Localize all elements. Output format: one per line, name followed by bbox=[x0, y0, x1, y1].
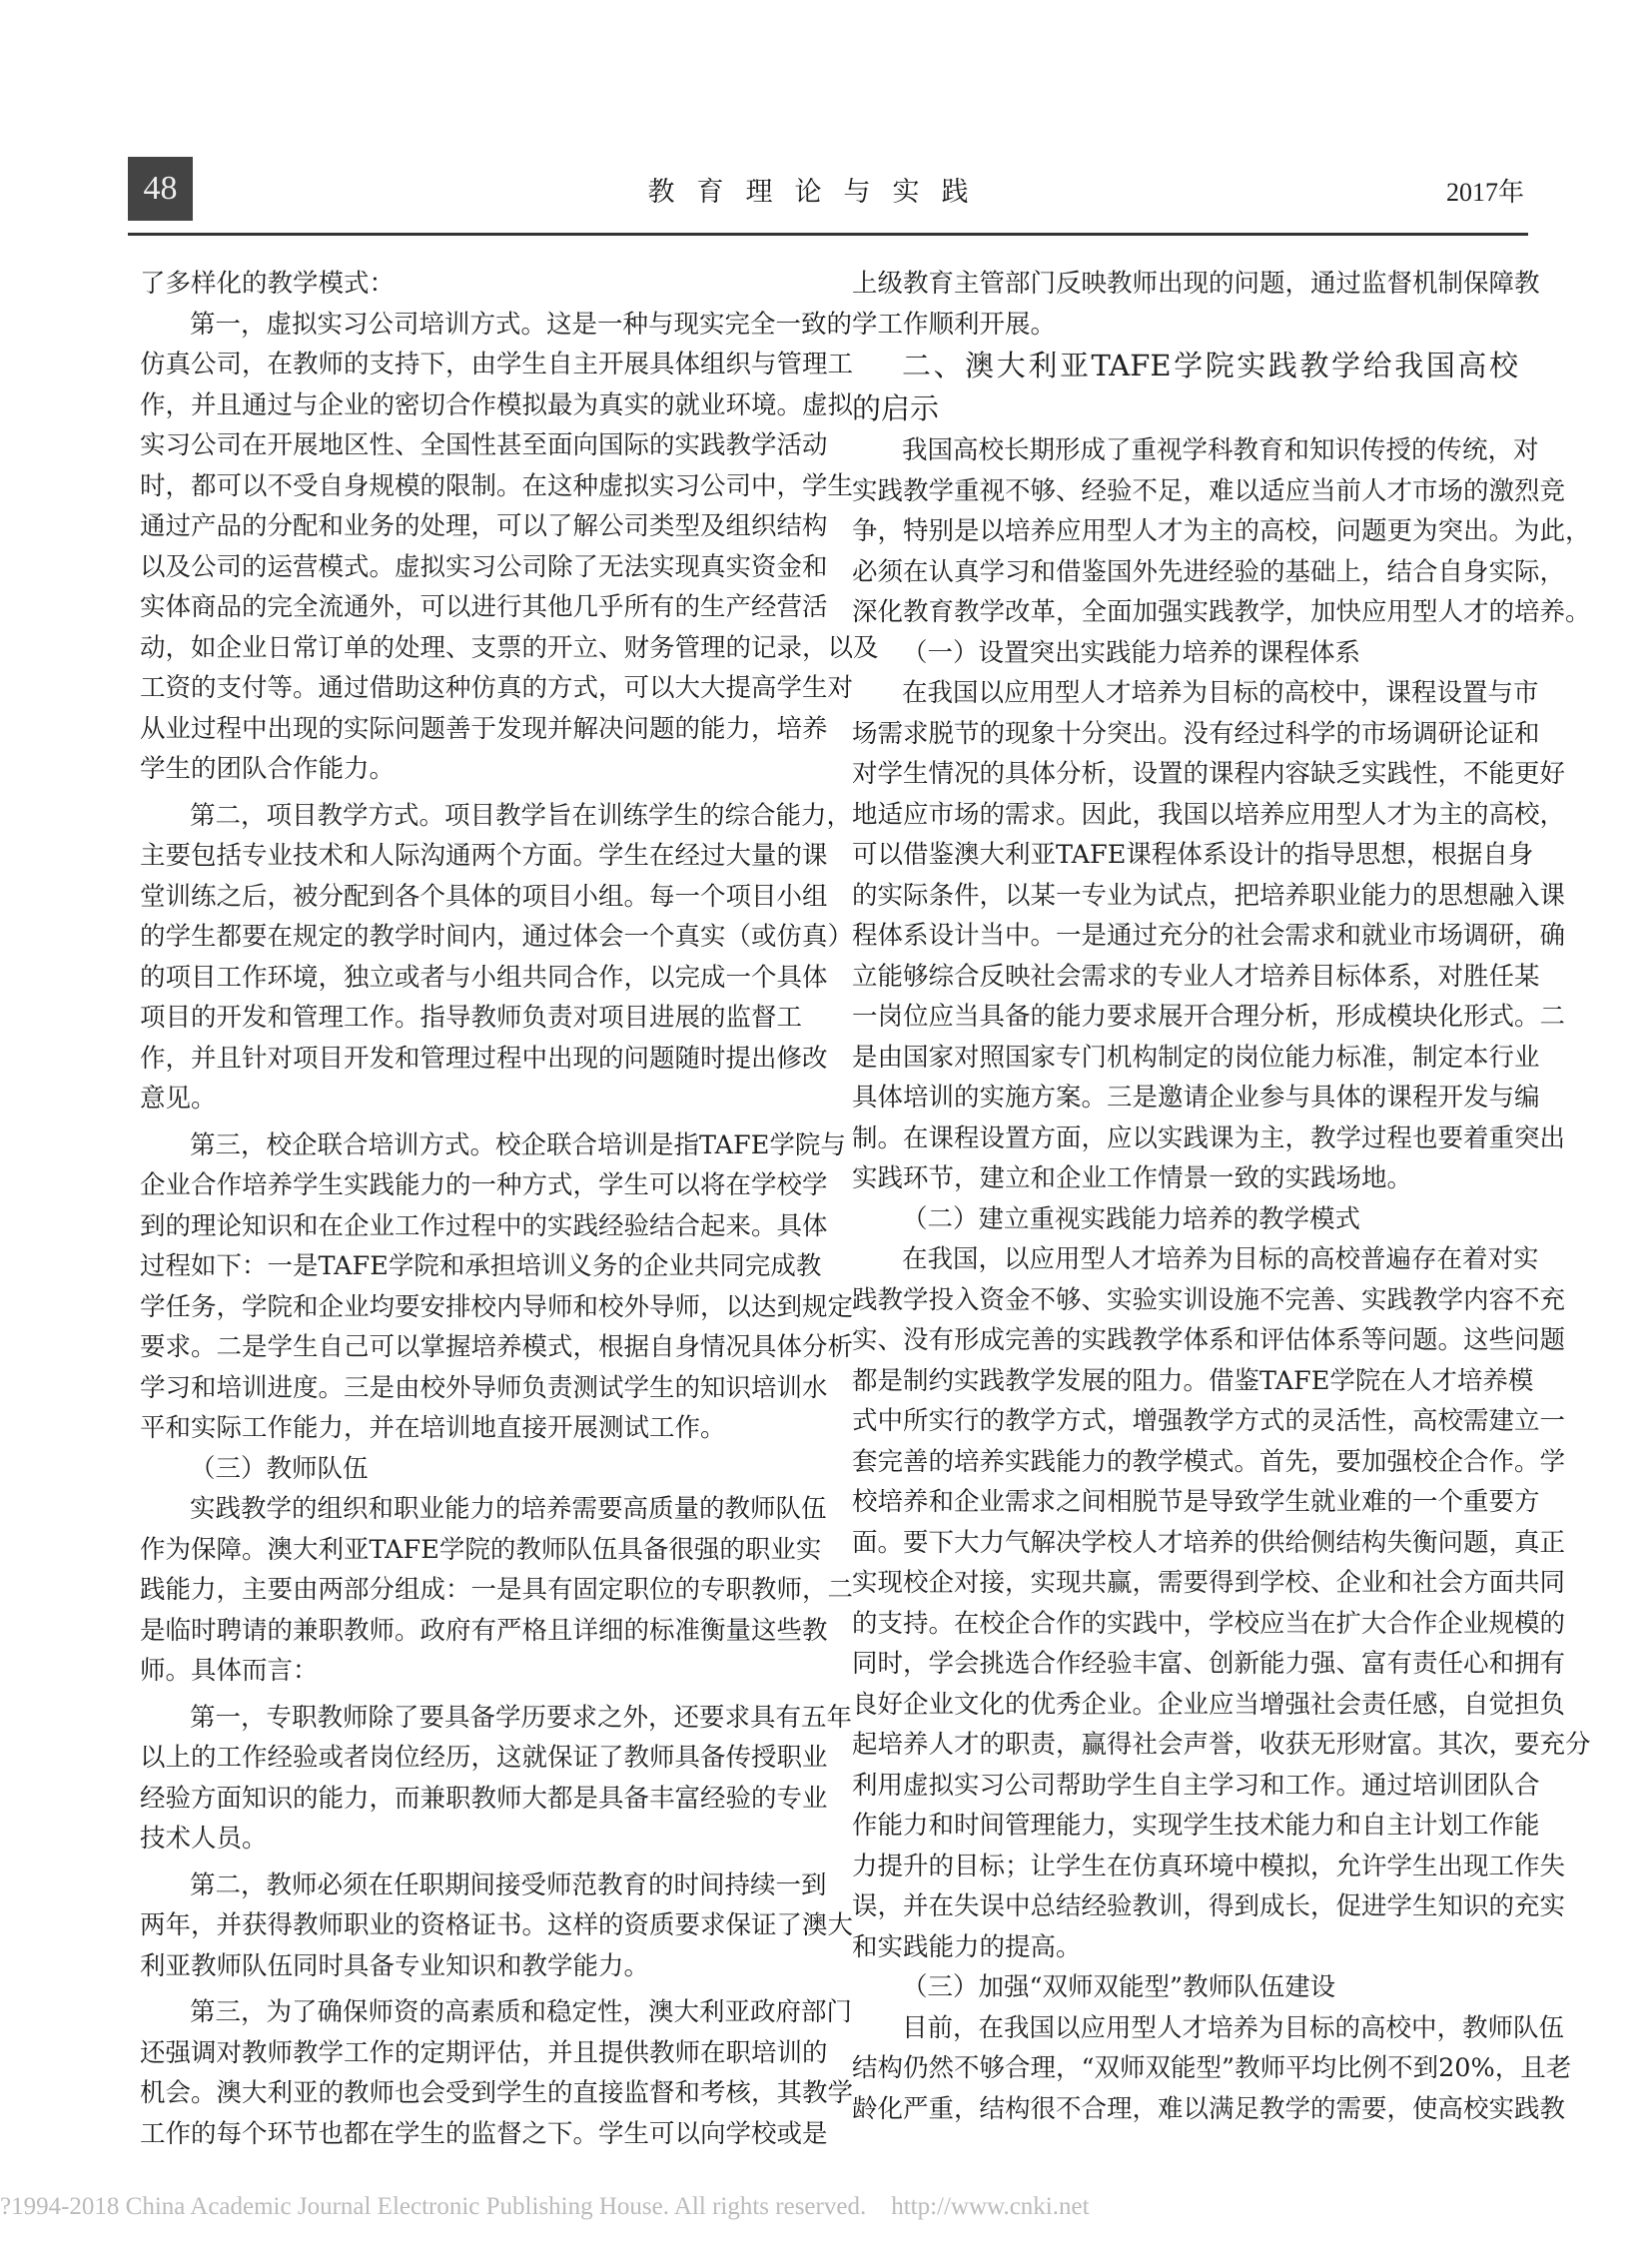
text-line: 堂训练之后，被分配到各个具体的项目小组。每一个项目小组 bbox=[140, 881, 828, 912]
text-line: 同时，学会挑选合作经验丰富、创新能力强、富有责任心和拥有 bbox=[852, 1649, 1566, 1679]
subsection-heading bbox=[852, 1199, 1518, 1240]
text-line: 的支持。在校企合作的实践中，学校应当在扩大合作企业规模的 bbox=[852, 1608, 1566, 1639]
text-line: 践能力，主要由两部分组成：一是具有固定职位的专职教师，二 bbox=[140, 1575, 854, 1605]
text-line: 我国高校长期形成了重视学科教育和知识传授的传统，对 bbox=[902, 435, 1539, 465]
text-line: 深化教育教学改革，全面加强实践教学，加快应用型人才的培养。 bbox=[852, 597, 1591, 627]
text-line: 师。具体而言： bbox=[140, 1656, 319, 1686]
text-line: 立能够综合反映社会需求的专业人才培养目标体系，对胜任某 bbox=[852, 961, 1540, 992]
text-line: 还强调对教师教学工作的定期评估，并且提供教师在职培训的 bbox=[140, 2037, 828, 2068]
text-line: 实、没有形成完善的实践教学体系和评估体系等问题。这些问题 bbox=[852, 1325, 1566, 1355]
text-line: 起培养人才的职责，赢得社会声誉，收获无形财富。其次，要充分 bbox=[852, 1730, 1591, 1760]
text-line: 必须在认真学习和借鉴国外先进经验的基础上，结合自身实际， bbox=[852, 556, 1566, 587]
paragraph bbox=[140, 796, 854, 1120]
text-line: 工作的每个环节也都在学生的监督之下。学生可以向学校或是 bbox=[140, 2118, 828, 2149]
text-line: 一岗位应当具备的能力要求展开合理分析，形成模块化形式。二 bbox=[852, 1002, 1566, 1032]
text-line: 程体系设计当中。一是通过充分的社会需求和就业市场调研，确 bbox=[852, 921, 1566, 951]
text-line: 式中所实行的教学方式，增强教学方式的灵活性，高校需建立一 bbox=[852, 1406, 1566, 1436]
text-line: 实体商品的完全流通外，可以进行其他几乎所有的生产经营活 bbox=[140, 592, 828, 622]
paragraph bbox=[140, 305, 879, 790]
paragraph bbox=[140, 1489, 854, 1692]
text-line: 第三，为了确保师资的高素质和稳定性，澳大利亚政府部门 bbox=[190, 1997, 853, 2027]
text-line: 实践教学重视不够、经验不足，难以适应当前人才市场的激烈竞 bbox=[852, 475, 1566, 506]
text-line: 套完善的培养实践能力的教学模式。首先，要加强校企合作。学 bbox=[852, 1446, 1566, 1477]
text-line: 校培养和企业需求之间相脱节是导致学生就业难的一个重要方 bbox=[852, 1487, 1540, 1517]
text-line: 面。要下大力气解决学校人才培养的供给侧结构失衡问题，真正 bbox=[852, 1527, 1566, 1558]
text-line: 力提升的目标；让学生在仿真环境中模拟，允许学生出现工作失 bbox=[852, 1851, 1566, 1881]
text-line: 场需求脱节的现象十分突出。没有经过科学的市场调研论证和 bbox=[852, 718, 1540, 749]
text-line: 平和实际工作能力，并在培训地直接开展测试工作。 bbox=[140, 1413, 726, 1443]
text-line: （三）教师队伍 bbox=[190, 1453, 369, 1484]
text-line: 学工作顺利开展。 bbox=[852, 309, 1057, 340]
text-line: 实践环节，建立和企业工作情景一致的实践场地。 bbox=[852, 1163, 1413, 1193]
text-line: 争，特别是以培养应用型人才为主的高校，问题更为突出。为此， bbox=[852, 516, 1591, 546]
text-line: 通过产品的分配和业务的处理，可以了解公司类型及组织结构 bbox=[140, 511, 828, 541]
page-number: 48 bbox=[128, 157, 193, 221]
paragraph bbox=[852, 2008, 1572, 2130]
text-line: （二）建立重视实践能力培养的教学模式 bbox=[902, 1203, 1361, 1234]
text-line: 主要包括专业技术和人际沟通两个方面。学生在经过大量的课 bbox=[140, 841, 828, 871]
paragraph bbox=[140, 264, 796, 305]
paragraph bbox=[140, 1992, 854, 2154]
text-line: 误，并在失误中总结经验教训，得到成长，促进学生知识的充实 bbox=[852, 1891, 1566, 1921]
text-line: 目前，在我国以应用型人才培养为目标的高校中，教师队伍 bbox=[902, 2012, 1565, 2043]
text-line: 时，都可以不受自身规模的限制。在这种虚拟实习公司中，学生 bbox=[140, 470, 854, 501]
text-line: 机会。澳大利亚的教师也会受到学生的直接监督和考核，其教学 bbox=[140, 2078, 854, 2108]
text-line: 过程如下：一是TAFE学院和承担培训义务的企业共同完成教 bbox=[140, 1251, 822, 1281]
text-line: 项目的开发和管理工作。指导教师负责对项目进展的监督工 bbox=[140, 1003, 803, 1033]
text-line: 良好企业文化的优秀企业。企业应当增强社会责任感，自觉担负 bbox=[852, 1689, 1566, 1720]
text-line: 第一，虚拟实习公司培训方式。这是一种与现实完全一致的 bbox=[190, 309, 853, 340]
paragraph bbox=[852, 1239, 1591, 1967]
text-line: 实践教学的组织和职业能力的培养需要高质量的教师队伍 bbox=[190, 1494, 827, 1524]
text-line: 工资的支付等。通过借助这种仿真的方式，可以大大提高学生对 bbox=[140, 673, 854, 703]
text-line: 第三，校企联合培训方式。校企联合培训是指TAFE学院与 bbox=[190, 1129, 846, 1160]
text-line: 都是制约实践教学发展的阻力。借鉴TAFE学院在人才培养模 bbox=[852, 1365, 1534, 1396]
text-line: 动，如企业日常订单的处理、支票的开立、财务管理的记录，以及 bbox=[140, 632, 879, 663]
text-line: （一）设置突出实践能力培养的课程体系 bbox=[902, 637, 1361, 668]
text-line: 作，并且针对项目开发和管理过程中出现的问题随时提出修改 bbox=[140, 1043, 828, 1074]
text-line: 的学生都要在规定的教学时间内，通过体会一个真实（或仿真） bbox=[140, 922, 854, 952]
text-line: 实习公司在开展地区性、全国性甚至面向国际的实践教学活动 bbox=[140, 430, 828, 460]
text-line: 企业合作培养学生实践能力的一种方式，学生可以将在学校学 bbox=[140, 1170, 828, 1200]
text-line: 学习和培训进度。三是由校外导师负责测试学生的知识培训水 bbox=[140, 1372, 828, 1403]
paragraph bbox=[852, 673, 1566, 1199]
text-line: 以上的工作经验或者岗位经历，这就保证了教师具备传授职业 bbox=[140, 1743, 828, 1773]
paragraph bbox=[852, 264, 1540, 345]
text-line: 以及公司的运营模式。虚拟实习公司除了无法实现真实资金和 bbox=[140, 551, 828, 582]
text-line: 从业过程中出现的实际问题善于发现并解决问题的能力，培养 bbox=[140, 713, 828, 744]
text-line: 第一，专职教师除了要具备学历要求之外，还要求具有五年 bbox=[190, 1702, 853, 1733]
text-line: 地适应市场的需求。因此，我国以培养应用型人才为主的高校， bbox=[852, 799, 1566, 830]
text-line: 践教学投入资金不够、实验实训设施不完善、实践教学内容不充 bbox=[852, 1284, 1566, 1315]
text-line: 的项目工作环境，独立或者与小组共同合作，以完成一个具体 bbox=[140, 962, 828, 993]
subsection-heading bbox=[852, 633, 1518, 674]
paragraph bbox=[852, 430, 1591, 633]
text-line: 二、澳大利亚TAFE学院实践教学给我国高校 bbox=[902, 349, 1518, 382]
text-line: 第二，项目教学方式。项目教学旨在训练学生的综合能力， bbox=[190, 800, 853, 831]
text-line: 具体培训的实施方案。三是邀请企业参与具体的课程开发与编 bbox=[852, 1083, 1540, 1113]
right-column bbox=[852, 264, 1591, 2129]
text-line: 利用虚拟实习公司帮助学生自主学习和工作。通过培训团队合 bbox=[852, 1770, 1540, 1801]
journal-title: 教育理论与实践 bbox=[647, 177, 991, 208]
paragraph bbox=[140, 1125, 854, 1449]
header-rule bbox=[128, 233, 1528, 236]
text-line: 作能力和时间管理能力，实现学生技术能力和自主计划工作能 bbox=[852, 1811, 1540, 1841]
text-line: 对学生情况的具体分析，设置的课程内容缺乏实践性，不能更好 bbox=[852, 759, 1566, 789]
text-line: 和实践能力的提高。 bbox=[852, 1931, 1082, 1962]
text-line: 学生的团队合作能力。 bbox=[140, 754, 396, 784]
text-line: 仿真公司，在教师的支持下，由学生自主开展具体组织与管理工 bbox=[140, 350, 854, 379]
footer-url: http://www.cnki.net bbox=[891, 2193, 1090, 2220]
text-line: 到的理论知识和在企业工作过程中的实践经验结合起来。具体 bbox=[140, 1210, 828, 1241]
text-line: 制。在课程设置方面，应以实践课为主，教学过程也要着重突出 bbox=[852, 1122, 1566, 1153]
text-line: 了多样化的教学模式： bbox=[140, 269, 396, 299]
text-line: 第二，教师必须在任职期间接受师范教育的时间持续一到 bbox=[190, 1869, 827, 1900]
footer-copyright: ?1994-2018 China Academic Journal Electronic Publishing House. All rights reserved. bbox=[0, 2193, 867, 2220]
paragraph bbox=[140, 1866, 854, 1987]
text-line: 要求。二是学生自己可以掌握培养模式，根据自身情况具体分析 bbox=[140, 1332, 854, 1362]
issue-year: 2017年 bbox=[1445, 178, 1524, 207]
text-line: 意见。 bbox=[140, 1084, 217, 1114]
text-line: 上级教育主管部门反映教师出现的问题，通过监督机制保障教 bbox=[852, 269, 1540, 299]
text-line: 龄化严重，结构很不合理，难以满足教学的需要，使高校实践教 bbox=[852, 2093, 1566, 2124]
subsection-heading bbox=[140, 1449, 796, 1490]
footer bbox=[0, 2193, 1090, 2221]
text-line: 是临时聘请的兼职教师。政府有严格且详细的标准衡量这些教 bbox=[140, 1615, 828, 1646]
section-heading bbox=[852, 345, 1518, 430]
text-line: 两年，并获得教师职业的资格证书。这样的资质要求保证了澳大 bbox=[140, 1910, 854, 1940]
text-line: 在我国以应用型人才培养为目标的高校中，课程设置与市 bbox=[902, 678, 1539, 708]
paragraph bbox=[140, 1698, 853, 1860]
text-line: 作为保障。澳大利亚TAFE学院的教师队伍具备很强的职业实 bbox=[140, 1534, 822, 1565]
text-line: 作，并且通过与企业的密切合作模拟最为真实的就业环境。虚拟 bbox=[140, 389, 854, 420]
text-line: 是由国家对照国家专门机构制定的岗位能力标准，制定本行业 bbox=[852, 1042, 1540, 1073]
text-line: 学任务，学院和企业均要安排校内导师和校外导师，以达到规定 bbox=[140, 1291, 854, 1322]
text-line: （三）加强“双师双能型”教师队伍建设 bbox=[902, 1972, 1336, 2002]
text-line: 结构仍然不够合理，“双师双能型”教师平均比例不到20%，且老 bbox=[852, 2053, 1572, 2083]
text-line: 的实际条件，以某一专业为试点，把培养职业能力的思想融入课 bbox=[852, 880, 1566, 911]
text-line: 的启示 bbox=[852, 391, 940, 425]
text-line: 在我国，以应用型人才培养为目标的高校普遍存在着对实 bbox=[902, 1244, 1539, 1274]
text-line: 实现校企对接，实现共赢，需要得到学校、企业和社会方面共同 bbox=[852, 1568, 1566, 1598]
left-column bbox=[140, 264, 879, 2154]
text-line: 技术人员。 bbox=[140, 1824, 268, 1854]
text-line: 可以借鉴澳大利亚TAFE课程体系设计的指导思想，根据自身 bbox=[852, 840, 1534, 870]
subsection-heading bbox=[852, 1967, 1518, 2008]
text-line: 利亚教师队伍同时具备专业知识和教学能力。 bbox=[140, 1950, 650, 1981]
text-line: 经验方面知识的能力，而兼职教师大都是具备丰富经验的专业 bbox=[140, 1783, 828, 1814]
